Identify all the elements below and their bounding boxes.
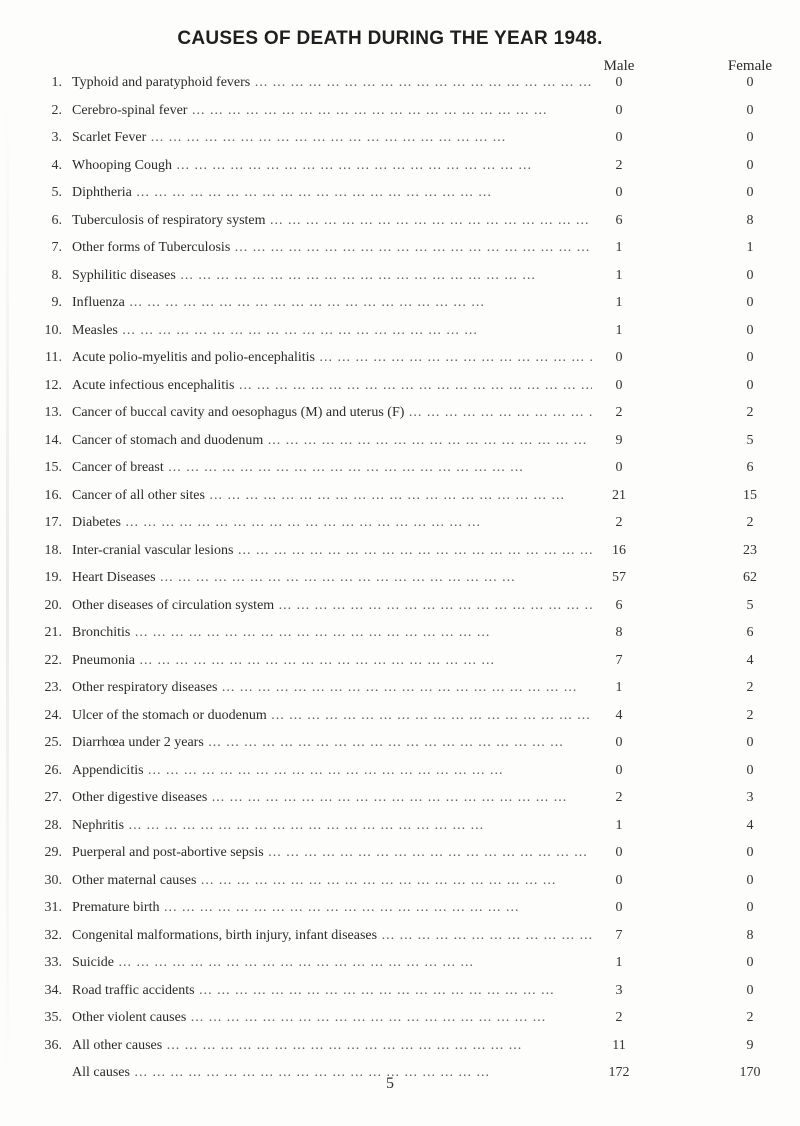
cause-label: Bronchitis ... [72,625,592,641]
cause-label: Other digestive diseases ... [72,790,592,806]
female-count: 170 [739,1065,761,1080]
row-number: 36. [44,1037,62,1053]
table-row [0,594,800,622]
table-row [0,566,800,594]
row-number: 3. [51,130,62,145]
female-count: 8 [746,212,754,228]
male-count: 2 [615,790,623,805]
male-count: 16 [612,542,626,558]
table-row [0,291,800,319]
male-count: 1 [615,295,623,310]
male-count: 4 [615,707,623,723]
cause-label: Other forms of Tuberculosis ... [72,240,592,256]
female-count: 0 [746,845,754,860]
male-count: 1 [615,680,623,695]
female-count: 0 [746,982,754,998]
female-count: 5 [746,432,754,448]
male-count: 2 [615,1010,623,1025]
cause-label: Cancer of buccal cavity and oesophagus (M) and uterus (F) ... [72,405,592,421]
male-count: 0 [615,130,623,145]
table-row [0,1006,800,1034]
row-number: 1. [51,75,62,90]
row-number: 10. [44,322,62,338]
row-number: 15. [44,460,62,475]
female-count: 0 [746,377,754,393]
table-row [0,484,800,512]
row-number: 25. [44,735,62,750]
female-count: 23 [743,542,757,558]
table-row [0,319,800,347]
table-row [0,979,800,1007]
male-count: 1 [615,322,623,338]
table-row [0,429,800,457]
cause-label: Inter-cranial vascular lesions ... [72,543,592,559]
cause-label: Measles ... [72,323,592,339]
male-count: 6 [615,212,623,228]
table-row [0,896,800,924]
female-count: 6 [746,625,754,640]
cause-label: Cancer of breast ... [72,460,592,476]
male-count: 2 [615,515,623,530]
male-count: 0 [615,900,623,915]
table-row [0,181,800,209]
cause-label: All other causes ... [72,1038,592,1054]
table-row [0,869,800,897]
page-title: CAUSES OF DEATH DURING THE YEAR 1948. [177,28,603,49]
row-number: 14. [44,432,62,448]
male-count: 2 [615,157,623,173]
female-count: 0 [746,102,754,118]
table-row [0,346,800,374]
male-count: 0 [615,735,623,750]
male-count: 7 [615,927,623,943]
row-number: 4. [51,157,62,173]
male-count: 0 [615,377,623,393]
female-count: 0 [746,762,754,778]
cause-label: Tuberculosis of respiratory system ... [72,213,592,229]
male-count: 172 [608,1065,630,1080]
male-count: 0 [615,102,623,118]
row-number: 18. [44,542,62,558]
cause-label: Diphtheria ... [72,185,592,201]
table-row [0,676,800,704]
column-header-female: Female [727,58,773,74]
male-count: 0 [615,460,623,475]
female-count: 2 [746,680,754,695]
male-count: 8 [615,625,623,640]
cause-label: Acute polio-myelitis and polio-encephalitis ... [72,350,592,366]
female-count: 9 [746,1037,754,1053]
row-number: 33. [44,955,62,970]
male-count: 1 [615,817,623,833]
table-row [0,154,800,182]
cause-label: Acute infectious encephalitis ... [72,378,592,394]
table-row [0,759,800,787]
female-count: 8 [746,927,754,943]
female-count: 0 [746,267,754,283]
table-row [0,209,800,237]
female-count: 0 [746,157,754,173]
male-count: 0 [615,185,623,200]
male-count: 0 [615,350,623,365]
cause-label: Congenital malformations, birth injury, infant diseases ... [72,928,592,944]
table-row [0,1034,800,1062]
table-row [0,731,800,759]
row-number: 11. [45,350,62,365]
row-number: 29. [44,845,62,860]
table-row [0,374,800,402]
female-count: 0 [746,735,754,750]
row-number: 28. [44,817,62,833]
row-number: 6. [51,212,62,228]
table-row [0,704,800,732]
male-count: 0 [615,845,623,860]
cause-label: Road traffic accidents ... [72,983,592,999]
cause-label: Puerperal and post-abortive sepsis ... [72,845,592,861]
cause-label: Other maternal causes ... [72,873,592,889]
cause-label: Suicide ... [72,955,592,971]
cause-label: Appendicitis ... [72,763,592,779]
male-count: 57 [612,570,626,585]
table-row [0,951,800,979]
cause-label: Premature birth ... [72,900,592,916]
row-number: 26. [44,762,62,778]
row-number: 21. [44,625,62,640]
male-count: 0 [615,872,623,888]
cause-label: Heart Diseases ... [72,570,592,586]
male-count: 0 [615,75,623,90]
cause-label: Other respiratory diseases ... [72,680,592,696]
cause-label: Ulcer of the stomach or duodenum ... [72,708,592,724]
row-number: 24. [44,707,62,723]
male-count: 2 [615,405,623,420]
row-number: 27. [44,790,62,805]
row-number: 19. [44,570,62,585]
cause-label: Influenza ... [72,295,592,311]
female-count: 6 [746,460,754,475]
cause-label: Diarrhœa under 2 years ... [72,735,592,751]
row-number: 30. [44,872,62,888]
cause-label: Cancer of all other sites ... [72,488,592,504]
male-count: 3 [615,982,623,998]
row-number: 17. [44,515,62,530]
column-header-male: Male [603,58,635,74]
table-row [0,99,800,127]
row-number: 35. [44,1010,62,1025]
table-row [0,456,800,484]
cause-label: Pneumonia ... [72,653,592,669]
cause-label: Whooping Cough ... [72,158,592,174]
male-count: 11 [612,1037,626,1053]
table-row [0,511,800,539]
female-count: 0 [746,872,754,888]
female-count: 0 [746,295,754,310]
table-row [0,71,800,99]
female-count: 2 [746,1010,754,1025]
female-count: 2 [746,515,754,530]
row-number: 20. [44,597,62,613]
table-row [0,649,800,677]
male-count: 1 [615,240,623,255]
row-number: 32. [44,927,62,943]
female-count: 62 [743,570,757,585]
row-number: 5. [51,185,62,200]
female-count: 2 [746,707,754,723]
cause-label: Typhoid and paratyphoid fevers ... [72,75,592,91]
cause-label: All causes ... [72,1065,592,1081]
row-number: 8. [51,267,62,283]
page-number: 5 [386,1075,394,1092]
female-count: 5 [746,597,754,613]
row-number: 2. [51,102,62,118]
table-row [0,814,800,842]
female-count: 3 [746,790,754,805]
female-count: 0 [746,322,754,338]
female-count: 2 [746,405,754,420]
female-count: 0 [746,955,754,970]
table-row [0,236,800,264]
cause-label: Cerebro-spinal fever ... [72,103,592,119]
row-number: 12. [44,377,62,393]
cause-label: Nephritis ... [72,818,592,834]
table-row [0,621,800,649]
cause-label: Other violent causes ... [72,1010,592,1026]
female-count: 15 [743,487,757,503]
table-row [0,126,800,154]
male-count: 6 [615,597,623,613]
row-number: 16. [44,487,62,503]
row-number: 31. [44,900,62,915]
cause-label: Other diseases of circulation system ... [72,598,592,614]
row-number: 7. [51,240,62,255]
row-number: 23. [44,680,62,695]
female-count: 1 [746,240,754,255]
cause-label: Diabetes ... [72,515,592,531]
male-count: 7 [615,652,623,668]
cause-label: Scarlet Fever ... [72,130,592,146]
female-count: 0 [746,900,754,915]
table-row [0,786,800,814]
table-row [0,924,800,952]
row-number: 22. [44,652,62,668]
row-number: 9. [51,295,62,310]
table-row [0,539,800,567]
male-count: 1 [615,267,623,283]
cause-label: Cancer of stomach and duodenum ... [72,433,592,449]
table-row [0,841,800,869]
table-row [0,264,800,292]
female-count: 0 [746,130,754,145]
cause-label: Syphilitic diseases ... [72,268,592,284]
female-count: 0 [746,185,754,200]
female-count: 0 [746,350,754,365]
male-count: 21 [612,487,626,503]
male-count: 9 [615,432,623,448]
male-count: 0 [615,762,623,778]
causes-table [0,71,800,1089]
row-number: 13. [44,405,62,420]
female-count: 4 [746,817,754,833]
row-number: 34. [44,982,62,998]
male-count: 1 [615,955,623,970]
female-count: 0 [746,75,754,90]
table-row [0,401,800,429]
female-count: 4 [746,652,754,668]
